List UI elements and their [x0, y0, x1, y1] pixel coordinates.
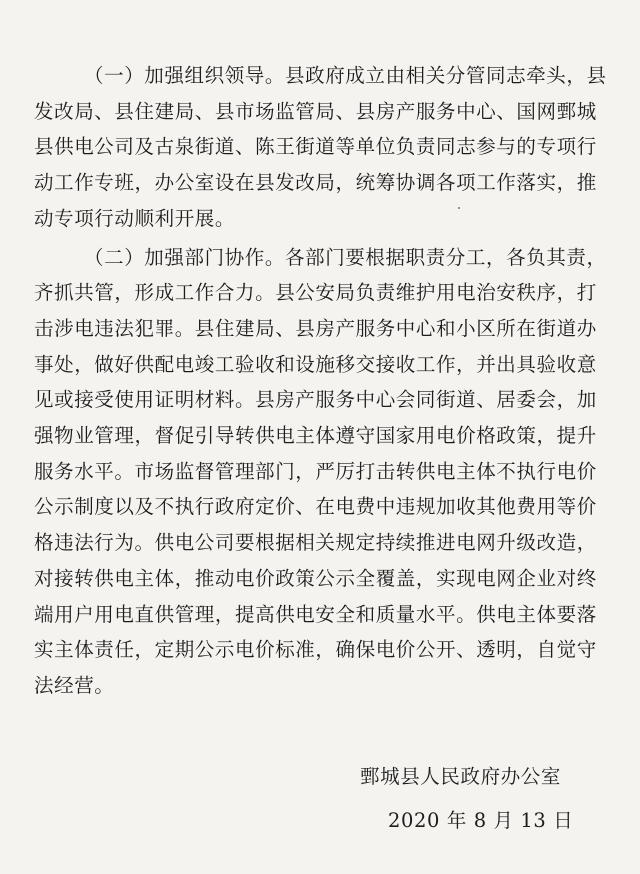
text-line: 对接转供电主体，推动电价政策公示全覆盖，实现电网企业对终: [34, 566, 597, 590]
text-line: 动专项行动顺利开展。: [34, 206, 236, 230]
issue-date: 2020 年 8 月 13 日: [388, 809, 574, 832]
paragraph-organization-leadership: [34, 58, 628, 237]
text-line: （一）加强组织领导。县政府成立由相关分管同志牵头，县: [84, 64, 607, 87]
text-line: 齐抓共管，形成工作合力。县公安局负责维护用电治安秩序，打: [34, 281, 597, 305]
text-line: 服务水平。市场监督管理部门，严厉打击转供电主体不执行电价: [34, 459, 597, 483]
text-line: 见或接受使用证明材料。县房产服务中心会同街道、居委会，加: [34, 388, 597, 412]
text-line: 强物业管理，督促引导转供电主体遵守国家用电价格政策，提升: [34, 424, 597, 448]
text-line: 动工作专班，办公室设在县发改局，统筹协调各项工作落实，推: [34, 171, 597, 195]
text-line: 击涉电违法犯罪。县住建局、县房产服务中心和小区所在街道办: [34, 316, 597, 340]
text-line: 县供电公司及古泉街道、陈王街道等单位负责同志参与的专项行: [34, 135, 597, 159]
paper-speck: [458, 207, 460, 209]
text-line: 法经营。: [34, 673, 115, 697]
issuing-organization: 鄄城县人民政府办公室: [360, 765, 562, 788]
text-line: 端用户用电直供管理，提高供电安全和质量水平。供电主体要落: [34, 602, 597, 626]
text-line: （二）加强部门协作。各部门要根据职责分工，各负其责，: [84, 245, 607, 269]
text-line: 发改局、县住建局、县市场监管局、县房产服务中心、国网鄄城: [34, 99, 597, 123]
text-line: 实主体责任，定期公示电价标准，确保电价公开、透明，自觉守: [34, 638, 597, 662]
document-body: [34, 58, 628, 707]
text-line: 格违法行为。供电公司要根据相关规定持续推进电网升级改造，: [34, 531, 597, 555]
paragraph-department-cooperation: [34, 240, 628, 704]
text-line: 事处，做好供配电竣工验收和设施移交接收工作，并出具验收意: [34, 352, 597, 376]
text-line: 公示制度以及不执行政府定价、在电费中违规加收其他费用等价: [34, 495, 597, 519]
signature-block: [360, 755, 573, 843]
